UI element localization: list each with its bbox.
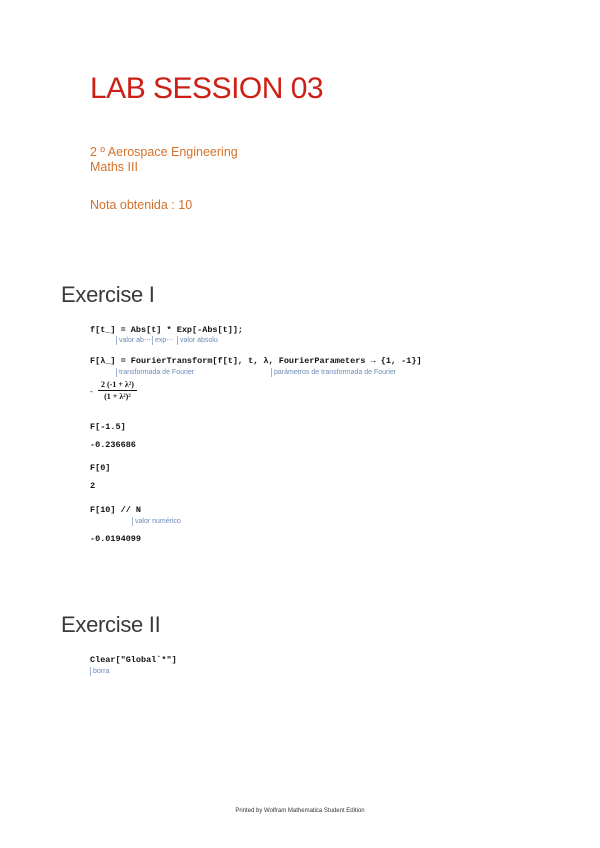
- output-cell-F-0: 2: [90, 481, 96, 491]
- input-cell-F-10[interactable]: F[10] // N: [90, 505, 142, 515]
- hint-clear: borra: [90, 667, 109, 676]
- course-line: 2 º Aerospace Engineering: [90, 145, 238, 159]
- hint-exp: exp⋯: [152, 336, 173, 345]
- output-fraction: [98, 380, 137, 401]
- output-sign: -: [90, 387, 93, 396]
- exercise-1-heading: Exercise I: [61, 282, 155, 307]
- input-cell-F-0[interactable]: F[0]: [90, 463, 111, 473]
- input-cell-clear-global[interactable]: Clear["Global`*"]: [90, 655, 177, 665]
- hint-abs-2: valor absolu: [177, 336, 218, 345]
- input-cell-fourier-transform[interactable]: F[λ_] = FourierTransform[f[t], t, λ, FourierParameters → {1, -1}]: [90, 356, 422, 366]
- fraction-numerator: 2 (-1 + λ²): [98, 380, 137, 391]
- hint-fourier-transform: transformada de Fourier: [116, 368, 194, 377]
- output-cell-F-neg-1-5: -0.236686: [90, 440, 136, 450]
- hint-numeric-value: valor numérico: [132, 517, 181, 526]
- grade-line: Nota obtenida : 10: [90, 198, 193, 212]
- hint-fourier-parameters: parámetros de transformada de Fourier: [271, 368, 396, 377]
- subject-line: Maths III: [90, 160, 138, 174]
- input-cell-F-neg-1-5[interactable]: F[-1.5]: [90, 422, 126, 432]
- exercise-2-heading: Exercise II: [61, 612, 161, 637]
- print-footer: Printed by Wolfram Mathematica Student Edition: [235, 808, 365, 814]
- fraction-denominator: (1 + λ²)²: [104, 392, 131, 401]
- hint-abs: valor ab⋯: [116, 336, 151, 345]
- input-cell-f-definition[interactable]: f[t_] = Abs[t] * Exp[-Abs[t]];: [90, 325, 244, 335]
- output-cell-F-10: -0.0194099: [90, 534, 142, 544]
- document-title: LAB SESSION 03: [90, 72, 324, 105]
